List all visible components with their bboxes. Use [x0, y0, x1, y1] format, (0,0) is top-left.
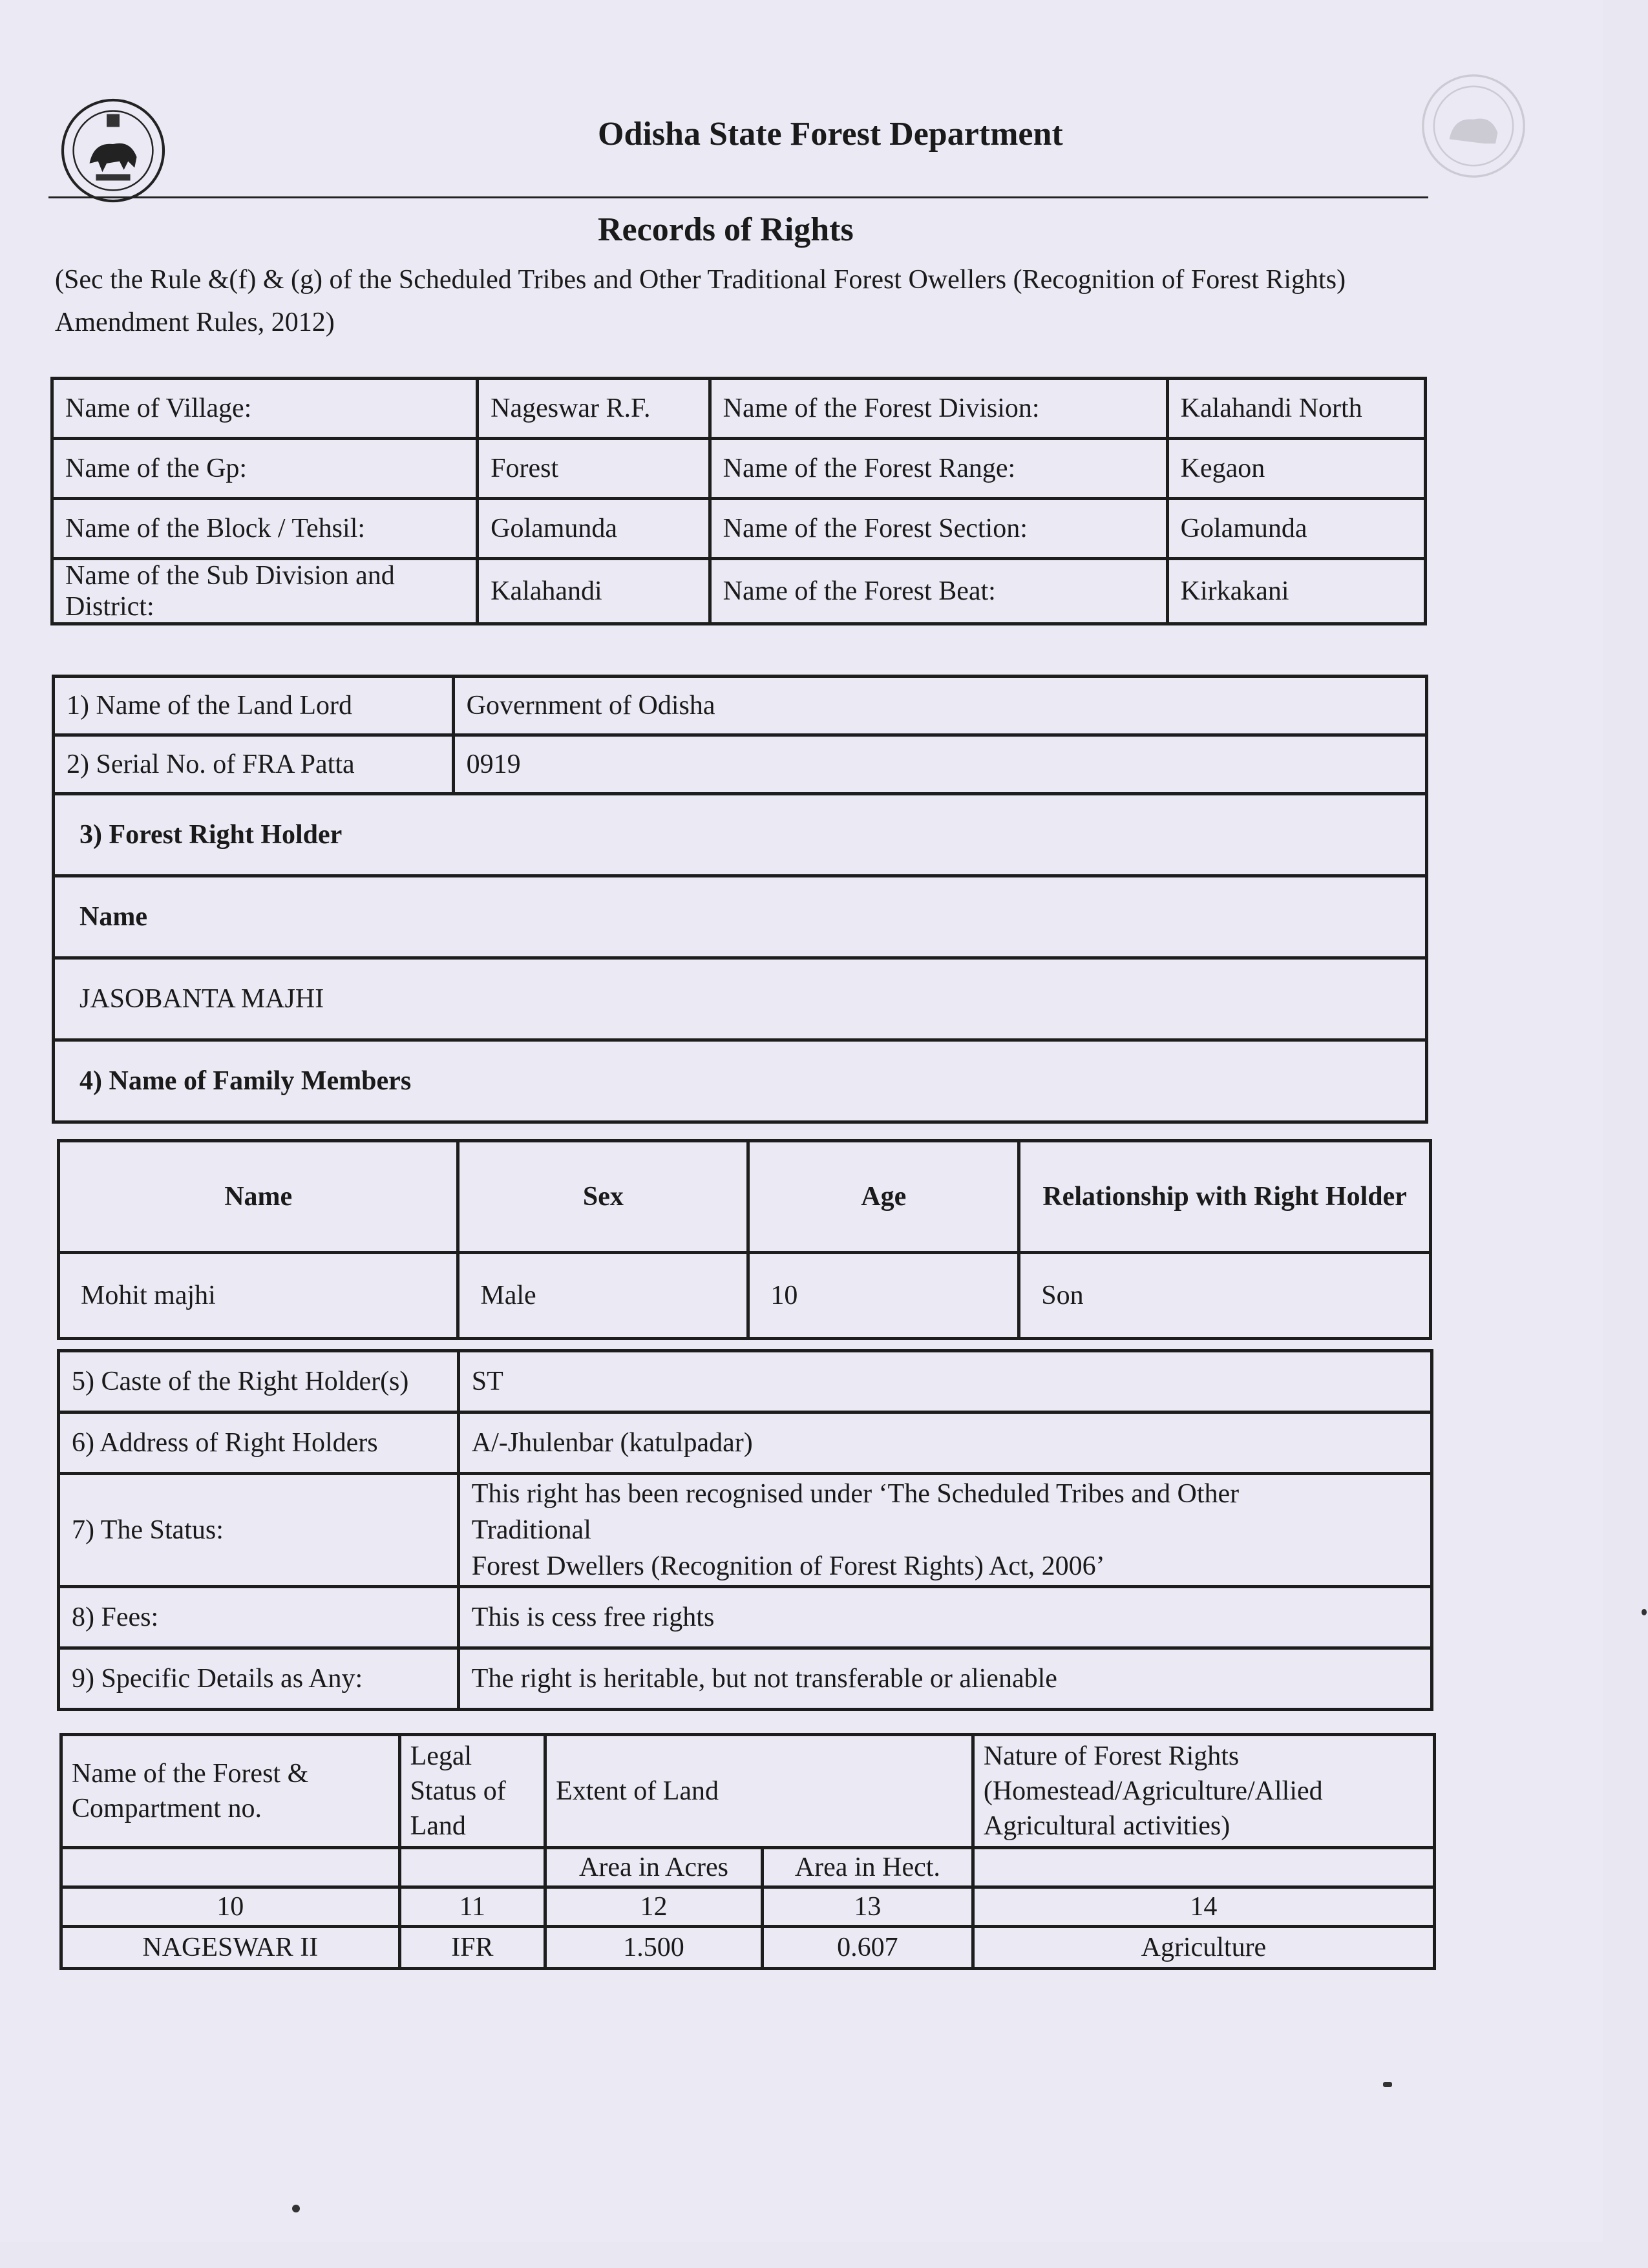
forest-compartment-header: Name of the Forest & Compartment no. — [61, 1735, 400, 1848]
forest-division-label: Name of the Forest Division: — [710, 379, 1167, 439]
column-number: 12 — [545, 1887, 763, 1927]
header-divider — [48, 196, 1428, 198]
location-table — [50, 377, 1427, 625]
nature-of-rights-value: Agriculture — [973, 1927, 1434, 1969]
forest-division-value: Kalahandi North — [1167, 379, 1425, 439]
subdivision-label: Name of the Sub Division and District: — [52, 559, 478, 624]
rules-citation: (Sec the Rule &(f) & (g) of the Scheduled Tribes and Other Traditional Forest Owellers (Recognition of Forest Rights) Amendment Rules, 2012) — [55, 265, 1346, 337]
table-header-row — [59, 1141, 1431, 1253]
table-row — [59, 1412, 1432, 1474]
header-line: Agricultural activities) — [983, 1811, 1231, 1841]
specific-details-value: The right is heritable, but not transferable or alienable — [458, 1648, 1431, 1710]
forest-beat-label: Name of the Forest Beat: — [710, 559, 1167, 624]
patta-serial-label: 2) Serial No. of FRA Patta — [54, 735, 454, 794]
member-name: Mohit majhi — [59, 1253, 458, 1339]
forest-section-value: Golamunda — [1167, 499, 1425, 559]
status-line: Forest Dwellers (Recognition of Forest Rights) Act, 2006’ — [471, 1551, 1105, 1581]
village-label: Name of Village: — [52, 379, 478, 439]
table-row — [54, 794, 1427, 876]
header-line: Status of — [410, 1776, 506, 1806]
area-acres-header: Area in Acres — [545, 1848, 763, 1887]
column-number: 10 — [61, 1887, 400, 1927]
member-age: 10 — [748, 1253, 1019, 1339]
name-heading: Name — [54, 876, 1427, 958]
column-number: 14 — [973, 1887, 1434, 1927]
right-holder-table — [52, 675, 1428, 1124]
member-relationship: Son — [1019, 1253, 1431, 1339]
header-line: (Homestead/Agriculture/Allied — [983, 1776, 1323, 1806]
status-line: This right has been recognised under ‘The Scheduled Tribes and Other — [471, 1479, 1240, 1509]
scan-speck — [1642, 1609, 1647, 1615]
table-row — [54, 958, 1427, 1040]
header-line: Land — [410, 1811, 466, 1841]
member-sex: Male — [458, 1253, 748, 1339]
odisha-emblem-logo — [59, 97, 167, 204]
family-members-heading: 4) Name of Family Members — [54, 1040, 1427, 1122]
address-value: A/-Jhulenbar (katulpadar) — [458, 1412, 1431, 1474]
table-row — [59, 1351, 1432, 1412]
forest-land-table — [59, 1733, 1436, 1970]
fees-label: 8) Fees: — [59, 1587, 459, 1648]
block-label: Name of the Block / Tehsil: — [52, 499, 478, 559]
family-members-table — [57, 1139, 1432, 1340]
forest-range-value: Kegaon — [1167, 439, 1425, 499]
caste-value: ST — [458, 1351, 1431, 1412]
right-holder-name: JASOBANTA MAJHI — [54, 958, 1427, 1040]
forest-beat-value: Kirkakani — [1167, 559, 1425, 624]
nature-of-rights-header — [973, 1735, 1434, 1848]
document-title: Records of Rights — [598, 211, 854, 248]
table-row — [52, 379, 1426, 439]
table-row — [52, 439, 1426, 499]
block-value: Golamunda — [478, 499, 710, 559]
table-subheader-row — [61, 1848, 1435, 1887]
fees-value: This is cess free rights — [458, 1587, 1431, 1648]
scan-speck — [1383, 2082, 1392, 2087]
table-row — [59, 1474, 1432, 1587]
forest-section-label: Name of the Forest Section: — [710, 499, 1167, 559]
status-value — [458, 1474, 1431, 1587]
table-row — [54, 876, 1427, 958]
village-value: Nageswar R.F. — [478, 379, 710, 439]
subdivision-value: Kalahandi — [478, 559, 710, 624]
column-header-sex: Sex — [458, 1141, 748, 1253]
rights-details-table — [57, 1349, 1433, 1711]
patta-serial-value: 0919 — [453, 735, 1426, 794]
table-row — [52, 499, 1426, 559]
land-lord-value: Government of Odisha — [453, 677, 1426, 735]
gp-value: Forest — [478, 439, 710, 499]
table-row — [59, 1648, 1432, 1710]
table-row — [61, 1927, 1435, 1969]
column-header-relationship: Relationship with Right Holder — [1019, 1141, 1431, 1253]
forest-name-value: NAGESWAR II — [61, 1927, 400, 1969]
table-row — [54, 735, 1427, 794]
area-hect-header: Area in Hect. — [762, 1848, 973, 1887]
table-row — [59, 1587, 1432, 1648]
table-header-row — [61, 1735, 1435, 1848]
table-row — [52, 559, 1426, 624]
legal-status-value: IFR — [399, 1927, 545, 1969]
gp-label: Name of the Gp: — [52, 439, 478, 499]
empty-cell — [61, 1848, 400, 1887]
table-row — [59, 1253, 1431, 1339]
scan-speck — [292, 2205, 300, 2212]
table-row — [54, 677, 1427, 735]
legal-status-header — [399, 1735, 545, 1848]
status-label: 7) The Status: — [59, 1474, 459, 1587]
column-header-name: Name — [59, 1141, 458, 1253]
empty-cell — [973, 1848, 1434, 1887]
column-number: 11 — [399, 1887, 545, 1927]
faded-emblem-watermark — [1419, 71, 1528, 181]
caste-label: 5) Caste of the Right Holder(s) — [59, 1351, 459, 1412]
extent-of-land-header: Extent of Land — [545, 1735, 973, 1848]
area-hect-value: 0.607 — [762, 1927, 973, 1969]
forest-range-label: Name of the Forest Range: — [710, 439, 1167, 499]
empty-cell — [399, 1848, 545, 1887]
table-row — [54, 1040, 1427, 1122]
column-header-age: Age — [748, 1141, 1019, 1253]
land-lord-label: 1) Name of the Land Lord — [54, 677, 454, 735]
status-line: Traditional — [471, 1515, 591, 1545]
area-acres-value: 1.500 — [545, 1927, 763, 1969]
header-line: Legal — [410, 1741, 472, 1771]
forest-right-holder-heading: 3) Forest Right Holder — [54, 794, 1427, 876]
specific-details-label: 9) Specific Details as Any: — [59, 1648, 459, 1710]
column-number-row — [61, 1887, 1435, 1927]
address-label: 6) Address of Right Holders — [59, 1412, 459, 1474]
header-line: Nature of Forest Rights — [983, 1741, 1240, 1771]
column-number: 13 — [762, 1887, 973, 1927]
department-name: Odisha State Forest Department — [598, 116, 1063, 152]
